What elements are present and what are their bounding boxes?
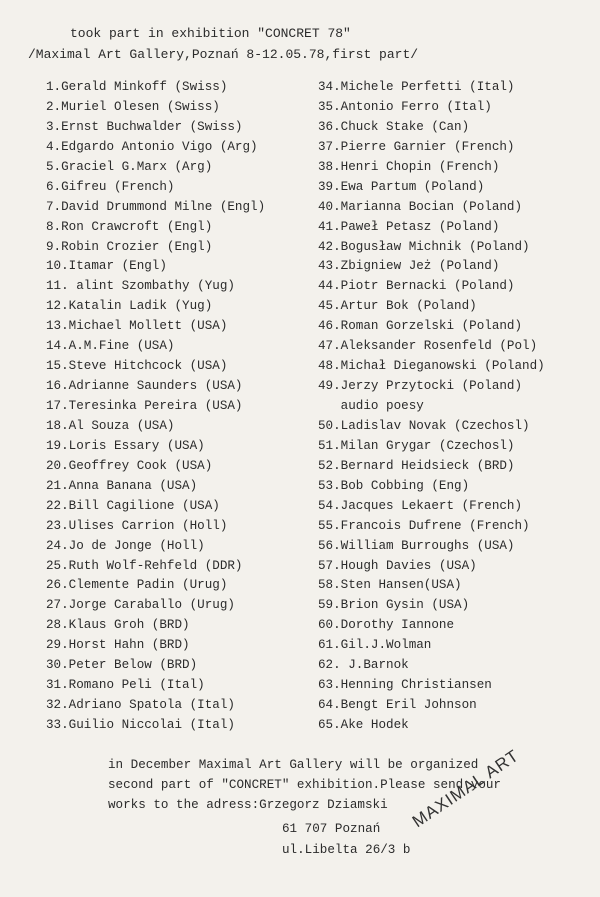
participant-entry: 6.Gifreu (French) (46, 179, 175, 194)
participant-entry: 16.Adrianne Saunders (USA) (46, 379, 243, 394)
participant-entry: 1.Gerald Minkoff (Swiss) (46, 80, 228, 94)
maximal-art-stamp: MAXIMAL ART (408, 745, 523, 832)
participant-entry: 50.Ladislav Novak (Czechosl) (318, 418, 530, 433)
header-subtitle: /Maximal Art Gallery,Poznań 8-12.05.78,first part/ (28, 47, 419, 62)
participant-entry: 62. J.Barnok (318, 658, 409, 673)
participant-entry: 47.Aleksander Rosenfeld (Pol) (318, 339, 538, 354)
participant-entry: 11. alint Szombathy (Yug) (46, 279, 235, 294)
participant-entry: 29.Horst Hahn (BRD) (46, 638, 190, 653)
participant-entry: 57.Hough Davies (USA) (318, 558, 477, 573)
participant-entry: 27.Jorge Caraballo (Urug) (46, 598, 235, 613)
participant-entry: 52.Bernard Heidsieck (BRD) (318, 458, 515, 473)
participant-entry: 2.Muriel Olesen (Swiss) (46, 99, 220, 114)
notice-line-3: works to the adress:Grzegorz Dziamski (108, 798, 388, 812)
participant-entry: 37.Pierre Garnier (French) (318, 139, 515, 154)
participant-entry: 44.Piotr Bernacki (Poland) (318, 279, 515, 294)
participant-entry: 40.Marianna Bocian (Poland) (318, 199, 523, 214)
participant-entry: 58.Sten Hansen(USA) (318, 578, 462, 593)
participant-entry: 8.Ron Crawcroft (Engl) (46, 219, 213, 234)
participant-entry: 30.Peter Below (BRD) (46, 658, 198, 673)
participant-entry: 56.William Burroughs (USA) (318, 538, 515, 553)
participant-entry: 65.Ake Hodek (318, 718, 409, 732)
participant-entry: 59.Brion Gysin (USA) (318, 598, 470, 613)
participant-entry: 10.Itamar (Engl) (46, 259, 167, 274)
participant-entry: 33.Guilio Niccolai (Ital) (46, 718, 235, 732)
participant-entry: 41.Paweł Petasz (Poland) (318, 219, 500, 234)
address-postcode: 61 707 Poznań (282, 822, 381, 836)
participant-entry: 32.Adriano Spatola (Ital) (46, 698, 235, 713)
participant-entry: audio poesy (318, 399, 424, 413)
participant-entry: 38.Henri Chopin (French) (318, 159, 500, 174)
participant-entry: 48.Michał Dieganowski (Poland) (318, 359, 545, 374)
participant-entry: 42.Bogusław Michnik (Poland) (318, 239, 530, 254)
participant-entry: 17.Teresinka Pereira (USA) (46, 399, 243, 413)
participant-entry: 20.Geoffrey Cook (USA) (46, 458, 213, 473)
participant-entry: 28.Klaus Groh (BRD) (46, 618, 190, 633)
notice-line-2: second part of "CONCRET" exhibition.Please send your (108, 778, 501, 792)
participant-entry: 54.Jacques Lekaert (French) (318, 498, 523, 513)
participant-entry: 15.Steve Hitchcock (USA) (46, 359, 228, 374)
address-street: ul.Libelta 26/3 b (282, 843, 411, 857)
participant-entry: 55.Francois Dufrene (French) (318, 518, 530, 533)
participant-entry: 45.Artur Bok (Poland) (318, 299, 477, 314)
participant-entry: 34.Michele Perfetti (Ital) (318, 80, 515, 94)
participant-entry: 43.Zbigniew Jeż (Poland) (318, 259, 500, 274)
participant-entry: 23.Ulises Carrion (Holl) (46, 518, 228, 533)
participant-entry: 61.Gil.J.Wolman (318, 638, 432, 653)
participant-entry: 26.Clemente Padin (Urug) (46, 578, 228, 593)
participant-entry: 13.Michael Mollett (USA) (46, 319, 228, 334)
participant-entry: 49.Jerzy Przytocki (Poland) (318, 379, 523, 394)
participant-entry: 64.Bengt Eril Johnson (318, 698, 477, 713)
participant-entry: 39.Ewa Partum (Poland) (318, 179, 485, 194)
participant-entry: 21.Anna Banana (USA) (46, 478, 198, 493)
participant-entry: 53.Bob Cobbing (Eng) (318, 478, 470, 493)
participant-entry: 22.Bill Cagilione (USA) (46, 498, 220, 513)
participant-entry: 19.Loris Essary (USA) (46, 438, 205, 453)
header-title: took part in exhibition "CONCRET 78" (70, 26, 351, 41)
participant-entry: 18.Al Souza (USA) (46, 418, 175, 433)
participants-right-column (318, 78, 545, 736)
notice-line-1: in December Maximal Art Gallery will be organized (108, 758, 479, 772)
participant-entry: 14.A.M.Fine (USA) (46, 339, 175, 354)
participant-entry: 3.Ernst Buchwalder (Swiss) (46, 119, 243, 134)
participant-entry: 5.Graciel G.Marx (Arg) (46, 159, 213, 174)
participant-entry: 60.Dorothy Iannone (318, 618, 455, 633)
participant-entry: 12.Katalin Ladik (Yug) (46, 299, 213, 314)
participant-entry: 7.David Drummond Milne (Engl) (46, 199, 266, 214)
participant-entry: 31.Romano Peli (Ital) (46, 678, 205, 693)
participant-entry: 4.Edgardo Antonio Vigo (Arg) (46, 139, 258, 154)
participant-entry: 46.Roman Gorzelski (Poland) (318, 319, 523, 334)
participant-entry: 9.Robin Crozier (Engl) (46, 239, 213, 254)
participant-entry: 51.Milan Grygar (Czechosl) (318, 438, 515, 453)
participant-entry: 63.Henning Christiansen (318, 678, 492, 693)
participants-left-column (46, 78, 265, 736)
participant-entry: 24.Jo de Jonge (Holl) (46, 538, 205, 553)
participant-entry: 35.Antonio Ferro (Ital) (318, 99, 492, 114)
participant-entry: 36.Chuck Stake (Can) (318, 119, 470, 134)
participant-entry: 25.Ruth Wolf-Rehfeld (DDR) (46, 558, 243, 573)
